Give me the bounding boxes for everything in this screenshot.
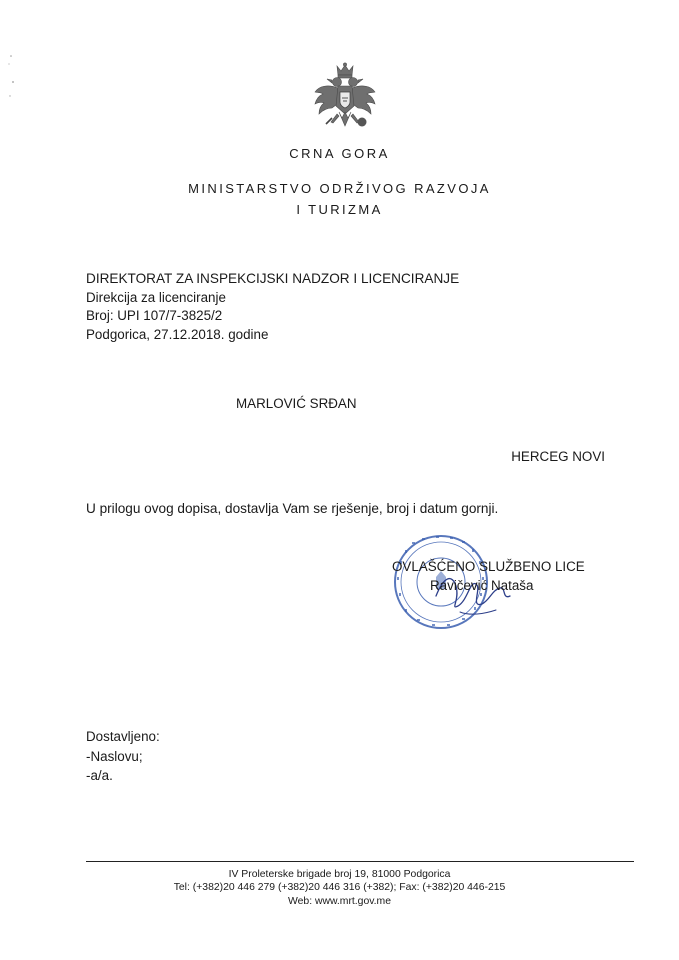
place-and-date: Podgorica, 27.12.2018. godine (86, 326, 269, 342)
document-header (86, 270, 459, 344)
recipient-name: MARLOVIĆ SRĐAN (236, 396, 357, 411)
recipient-city: HERCEG NOVI (511, 449, 605, 464)
footer-phones: Tel: (+382)20 446 279 (+382)20 446 316 (+382); Fax: (+382)20 446-215 (173, 882, 506, 894)
ministry-name (0, 178, 679, 220)
footer (0, 868, 679, 908)
directorate-unit: Direkcija za licenciranje (86, 289, 226, 305)
scan-specks (6, 52, 18, 102)
directorate-name: DIREKTORAT ZA INSPEKCIJSKI NADZOR I LICENCIRANJE (86, 271, 460, 286)
letter-body: U prilogu ovog dopisa, dostavlja Vam se rješenje, broj i datum gornji. (86, 501, 499, 516)
distribution-label: Dostavljeno: (86, 729, 160, 744)
authorized-official (392, 557, 585, 595)
distribution-item: -a/a. (86, 768, 113, 783)
ministry-line-2: I TURIZMA (296, 202, 383, 217)
official-title: OVLAŠĆENO SLUŽBENO LICE (392, 559, 585, 574)
country-name: CRNA GORA (289, 146, 390, 161)
distribution-item: -Naslovu; (86, 748, 143, 764)
footer-web: Web: www.mrt.gov.me (288, 895, 391, 907)
ministry-line-1: MINISTARSTVO ODRŽIVOG RAZVOJA (188, 181, 491, 196)
document-number: Broj: UPI 107/7-3825/2 (86, 308, 223, 324)
distribution-list (86, 727, 160, 786)
footer-address: IV Proleterske brigade broj 19, 81000 Podgorica (228, 869, 451, 880)
montenegro-coat-of-arms-icon (312, 62, 378, 138)
official-name: Ravičević Nataša (430, 578, 534, 593)
footer-divider (86, 861, 634, 862)
